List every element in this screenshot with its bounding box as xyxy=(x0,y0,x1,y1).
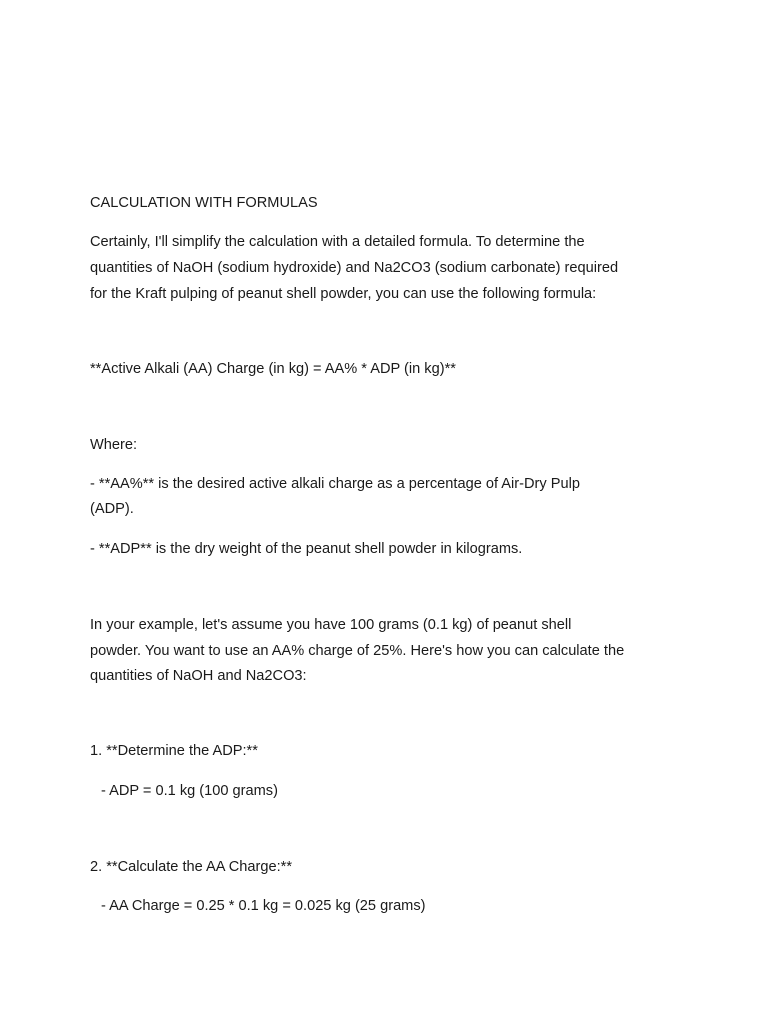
formula-text: **Active Alkali (AA) Charge (in kg) = AA% * ADP (in kg)** xyxy=(90,361,456,377)
example-line-1: In your example, let's assume you have 100 grams (0.1 kg) of peanut shell xyxy=(90,617,572,633)
step-1-detail: - ADP = 0.1 kg (100 grams) xyxy=(101,783,278,799)
definition-adp: - **ADP** is the dry weight of the peanut shell powder in kilograms. xyxy=(90,541,523,557)
step-2-detail: - AA Charge = 0.25 * 0.1 kg = 0.025 kg (25 grams) xyxy=(101,898,426,914)
intro-line-1: Certainly, I'll simplify the calculation with a detailed formula. To determine the xyxy=(90,234,585,250)
step-1-title: 1. **Determine the ADP:** xyxy=(90,743,258,759)
step-2-title: 2. **Calculate the AA Charge:** xyxy=(90,859,293,875)
intro-line-2: quantities of NaOH (sodium hydroxide) and Na2CO3 (sodium carbonate) required xyxy=(90,260,619,276)
definition-aa-line-2: (ADP). xyxy=(90,501,134,517)
document-heading: CALCULATION WITH FORMULAS xyxy=(90,195,318,211)
example-line-3: quantities of NaOH and Na2CO3: xyxy=(90,668,307,684)
intro-line-3: for the Kraft pulping of peanut shell powder, you can use the following formula: xyxy=(90,286,597,302)
where-label: Where: xyxy=(90,437,138,453)
definition-aa-line-1: - **AA%** is the desired active alkali charge as a percentage of Air-Dry Pulp xyxy=(90,476,580,492)
example-line-2: powder. You want to use an AA% charge of 25%. Here's how you can calculate the xyxy=(90,643,625,659)
